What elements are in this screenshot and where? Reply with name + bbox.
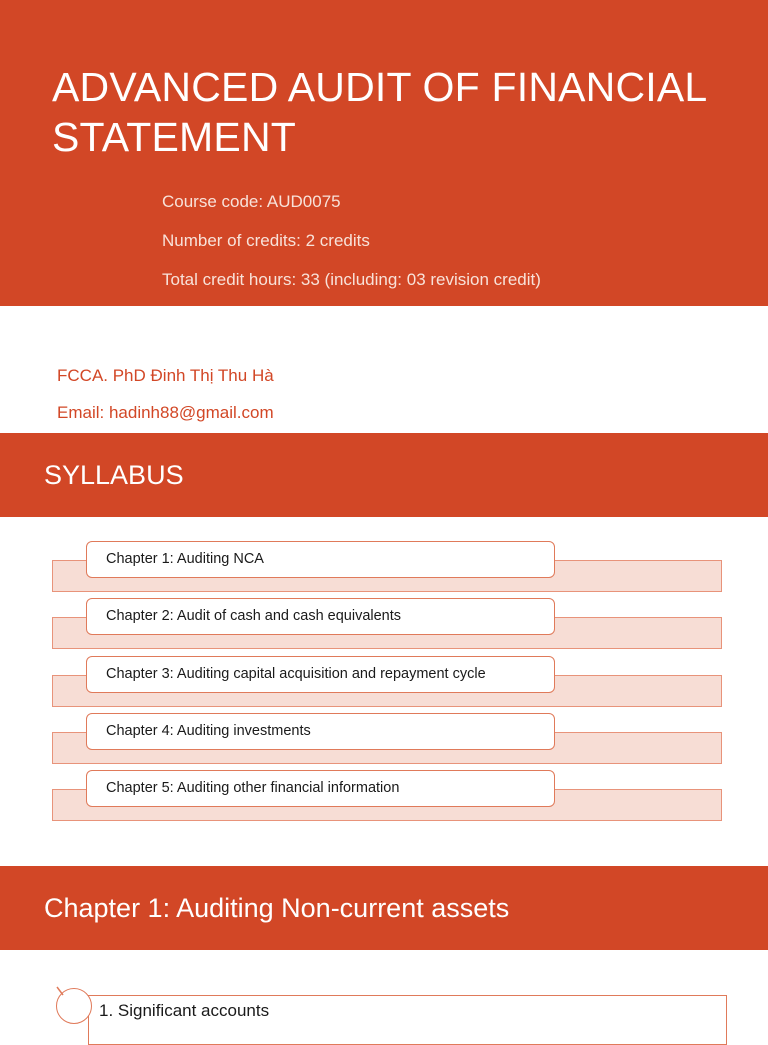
- syllabus-item: [0, 713, 768, 773]
- total-credit-hours: Total credit hours: 33 (including: 03 revision credit): [162, 270, 541, 289]
- syllabus-item: [0, 541, 768, 601]
- chapter-heading: Chapter 1: Auditing Non-current assets: [0, 866, 768, 950]
- course-title-line-1: ADVANCED AUDIT OF FINANCIAL: [52, 64, 708, 110]
- syllabus-item-label: Chapter 4: Auditing investments: [86, 713, 555, 750]
- course-title: [52, 62, 752, 162]
- syllabus-item-label: Chapter 1: Auditing NCA: [86, 541, 555, 578]
- bullet-tick-icon: [56, 986, 64, 996]
- topic-item-label: 1. Significant accounts: [88, 995, 727, 1045]
- author-name: FCCA. PhD Đinh Thị Thu Hà: [57, 366, 274, 385]
- course-code: Course code: AUD0075: [162, 192, 341, 211]
- syllabus-heading: SYLLABUS: [0, 433, 768, 517]
- course-title-line-2: STATEMENT: [52, 114, 296, 160]
- syllabus-item-label: Chapter 2: Audit of cash and cash equivalents: [86, 598, 555, 635]
- course-info: [162, 188, 541, 305]
- author-email: Email: hadinh88@gmail.com: [57, 403, 274, 422]
- syllabus-item: [0, 656, 768, 716]
- syllabus-item: [0, 770, 768, 830]
- syllabus-item-label: Chapter 5: Auditing other financial information: [86, 770, 555, 807]
- syllabus-item: [0, 598, 768, 658]
- syllabus-item-label: Chapter 3: Auditing capital acquisition and repayment cycle: [86, 656, 555, 693]
- number-of-credits: Number of credits: 2 credits: [162, 231, 370, 250]
- author-info: [57, 362, 274, 436]
- topic-item: [0, 986, 768, 1024]
